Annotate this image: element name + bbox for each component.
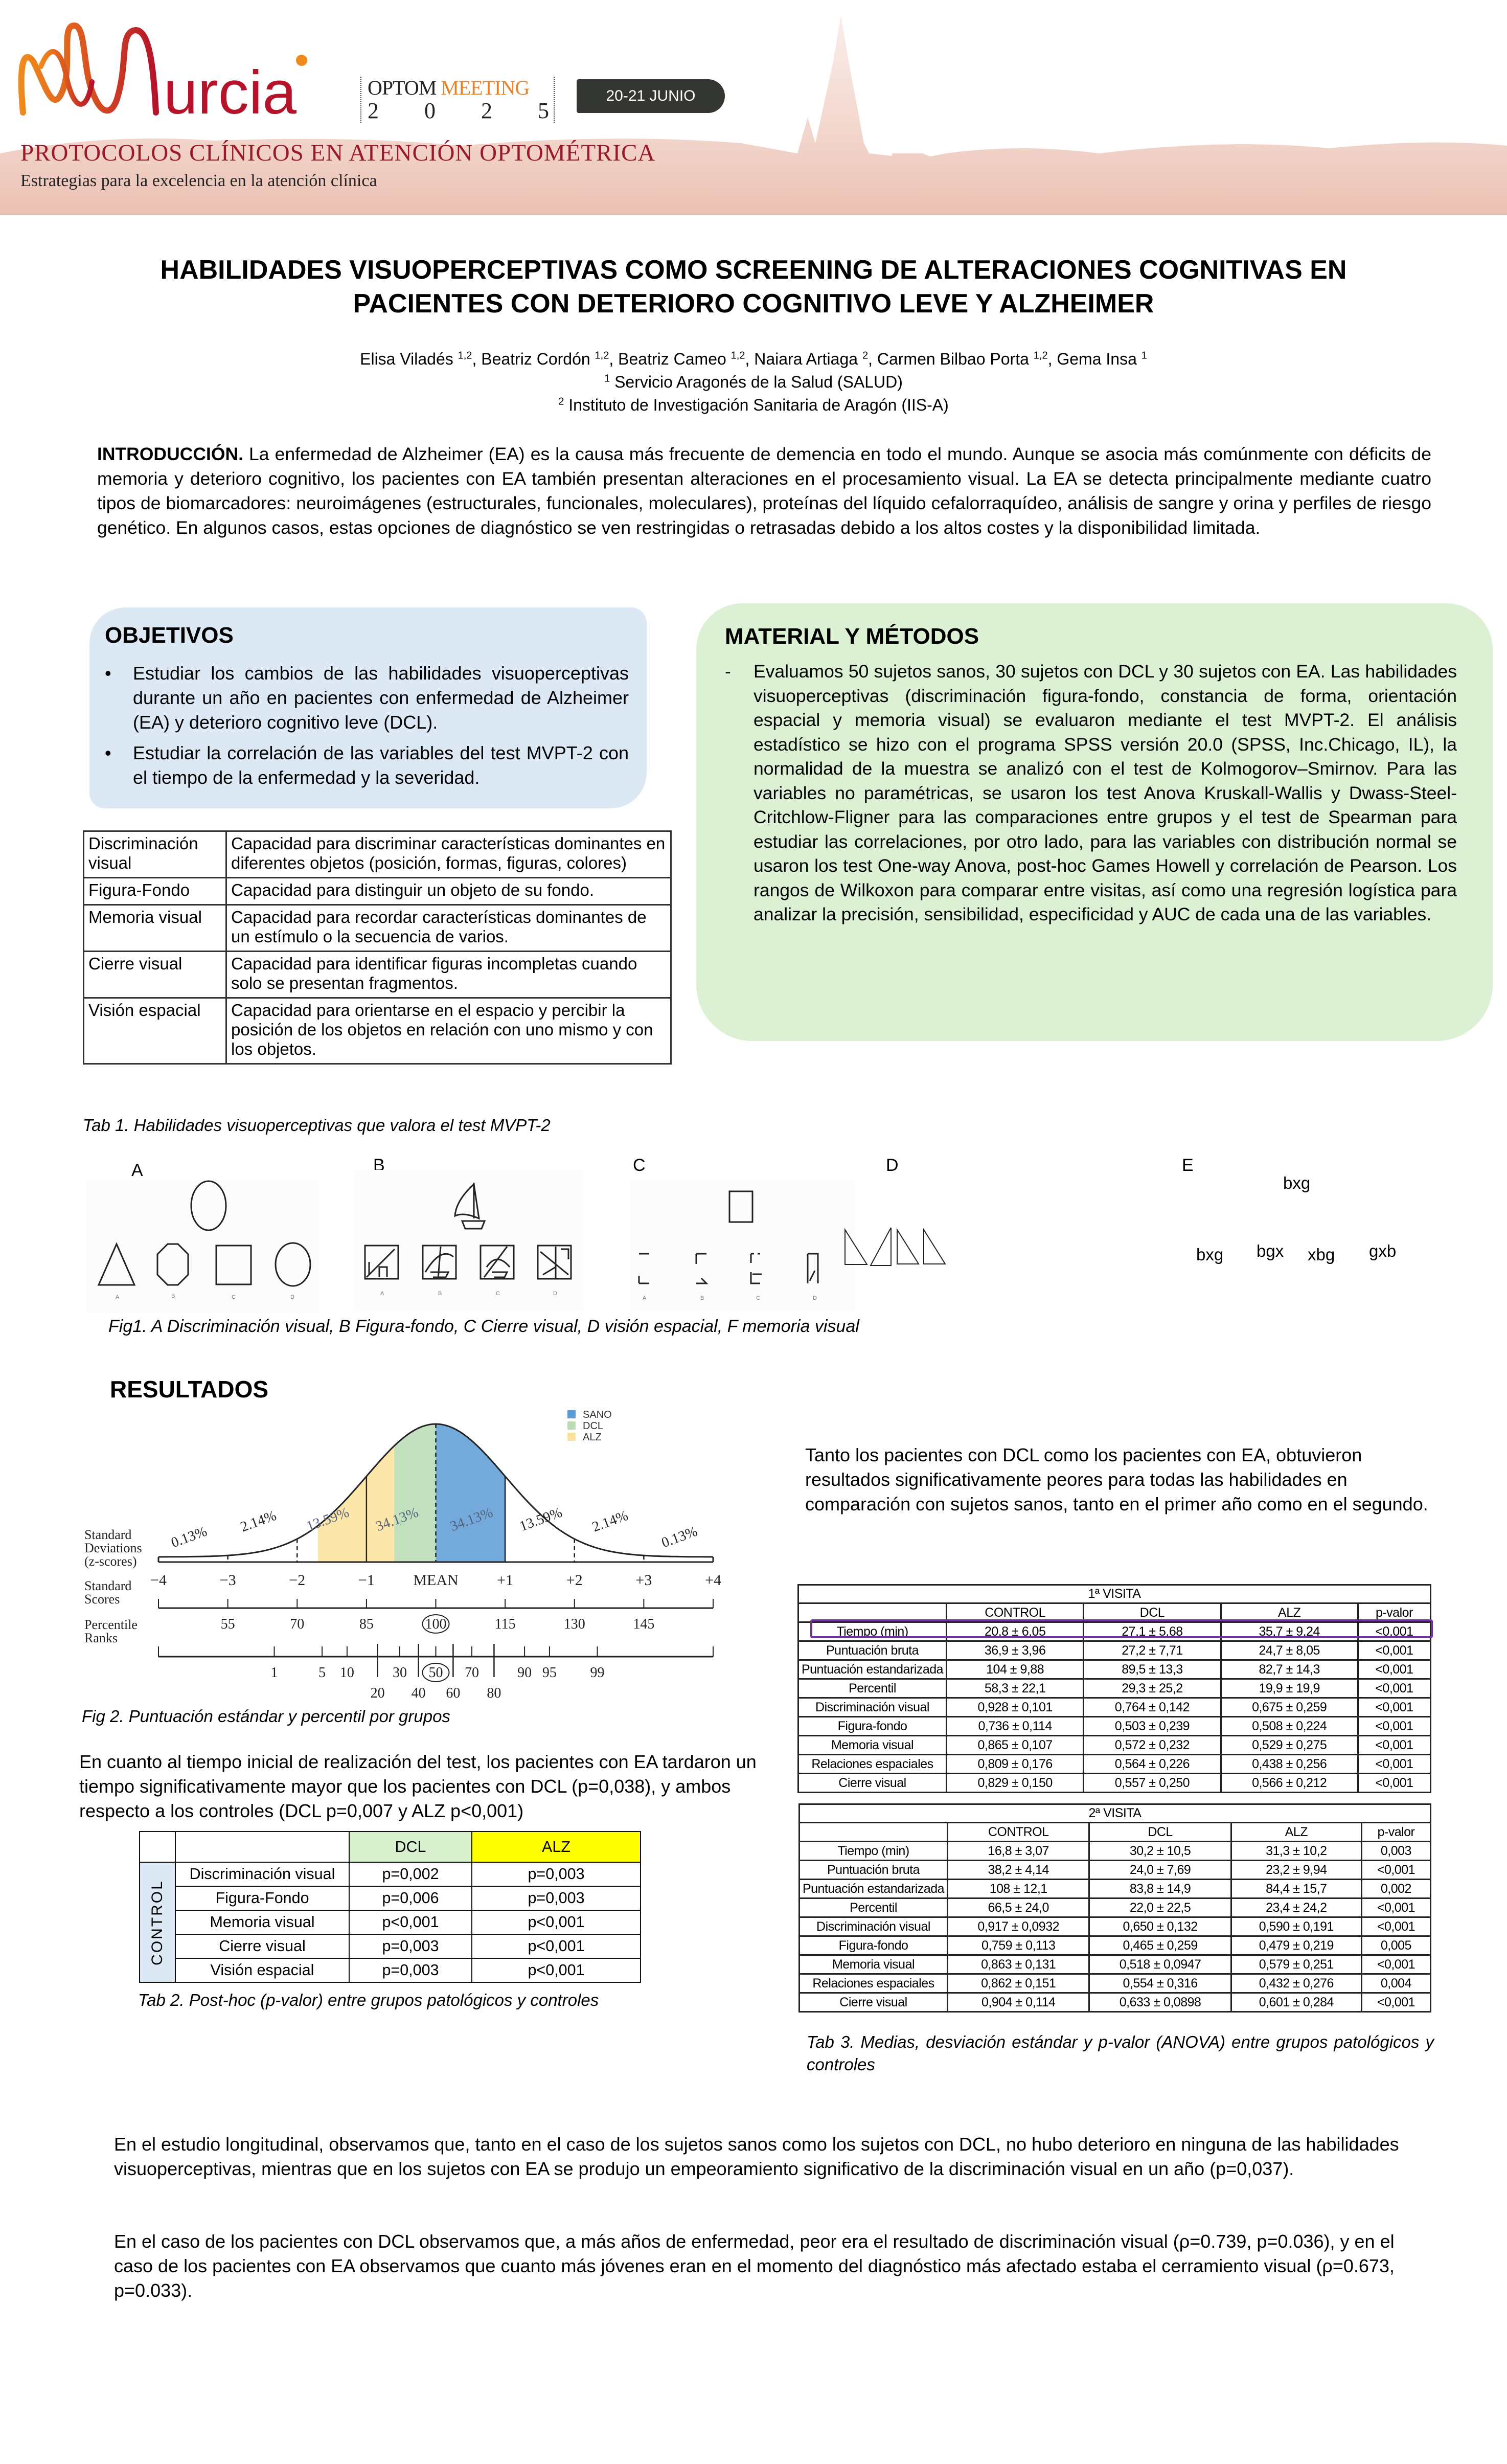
legend-label: DCL bbox=[583, 1420, 604, 1432]
table-row: Figura-Fondo p=0,006 p=0,003 bbox=[140, 1886, 641, 1910]
area-percent-label: 0.13% bbox=[659, 1523, 700, 1551]
intro-text: La enfermedad de Alzheimer (EA) es la causa más frecuente de demencia en todo el mundo. Aunque se asocia más comúnmente con déficits de memoria y deterioro cognitivo, los pacientes con EA también presentan alteraciones en el procesamiento visual. La EA se detecta principalmente mediante cuatro tipos de biomarcadores: neuroimágenes (estructurales, funcionales, moleculares), proteínas del líquido cefalorraquídeo, análisis de sangre y orina y perfiles de riesgo genético. En algunos casos, estas opciones de diagnóstico se ven restringidas o retrasadas debido a los altos costes y la disponibilidad limitada. bbox=[97, 444, 1431, 538]
percentile-label: 80 bbox=[487, 1685, 501, 1701]
date-badge: 20-21 JUNIO bbox=[577, 79, 725, 113]
table-row: Memoria visual Capacidad para recordar características dominantes de un estímulo o la secuencia de varios. bbox=[84, 905, 671, 952]
svg-text:D: D bbox=[290, 1294, 294, 1300]
octagon-icon bbox=[157, 1244, 188, 1285]
svg-text:C: C bbox=[232, 1294, 236, 1300]
percentile-label: 10 bbox=[339, 1665, 354, 1681]
standard-score-label: 85 bbox=[359, 1616, 374, 1632]
table-row: Figura-fondo 0,736 ± 0,114 0,503 ± 0,239 0,508 ± 0,224 <0,001 bbox=[798, 1717, 1431, 1736]
area-percent-label: 34.13% bbox=[373, 1504, 421, 1535]
fig2-legend bbox=[567, 1409, 612, 1443]
table-row: Visión espacial p=0,003 p<0,001 bbox=[140, 1958, 641, 1982]
percentile-label: 5 bbox=[318, 1665, 326, 1681]
z-tick-label: +2 bbox=[566, 1572, 583, 1589]
panel-a-visual-discrimination bbox=[86, 1180, 318, 1313]
shade-alz bbox=[318, 1446, 394, 1562]
option-d-embedded-figure bbox=[538, 1246, 571, 1279]
fig2-normal-distribution bbox=[79, 1396, 721, 1713]
svg-text:B: B bbox=[700, 1295, 704, 1301]
table-row: Memoria visual p<0,001 p<0,001 bbox=[140, 1910, 641, 1934]
column-header: CONTROL bbox=[948, 1823, 1089, 1842]
table-row: Puntuación estandarizada 104 ± 9,88 89,5 ± 13,3 82,7 ± 14,3 <0,001 bbox=[798, 1660, 1431, 1679]
column-header: ALZ bbox=[1231, 1823, 1361, 1842]
shade-sano bbox=[436, 1424, 506, 1562]
memory-target-letters: bxg bbox=[1283, 1173, 1311, 1192]
results-text-2: En cuanto al tiempo inicial de realización del test, los pacientes con EA tardaron un tiempo significativamente mayor que los pacientes con DCL (p=0,038), y ambos respecto a los controles (DCL p=0,007 y ALZ p<0,001) bbox=[79, 1751, 757, 1821]
fragment-option-a bbox=[639, 1254, 649, 1283]
murcia-logo bbox=[10, 15, 348, 127]
table-row: CONTROL Discriminación visual p=0,002 p=0,003 bbox=[140, 1862, 641, 1886]
target-circle-icon bbox=[191, 1181, 226, 1230]
header-dcl: DCL bbox=[349, 1832, 472, 1862]
area-percent-label: 0.13% bbox=[169, 1523, 210, 1551]
row-label-pr: Percentile bbox=[84, 1617, 138, 1632]
svg-text:B: B bbox=[438, 1291, 442, 1297]
optom-meeting-title: OPTOM MEETING bbox=[368, 76, 530, 99]
percentile-label: 60 bbox=[446, 1685, 461, 1701]
panel-letter-a: A bbox=[131, 1161, 143, 1180]
svg-text:C: C bbox=[496, 1291, 500, 1297]
z-tick-label: MEAN bbox=[413, 1572, 459, 1589]
event-year: 2 0 2 5 bbox=[368, 98, 549, 123]
row-label-ss: Scores bbox=[84, 1592, 120, 1607]
memory-option-1: bxg bbox=[1196, 1245, 1224, 1264]
svg-text:A: A bbox=[116, 1294, 120, 1300]
table-row: Percentil 66,5 ± 24,0 22,0 ± 22,5 23,4 ± 24,2 <0,001 bbox=[800, 1898, 1431, 1917]
poster-header bbox=[0, 0, 1507, 215]
row-label-sd: (z-scores) bbox=[84, 1554, 137, 1569]
table-row: Relaciones espaciales 0,862 ± 0,151 0,554 ± 0,316 0,432 ± 0,276 0,004 bbox=[800, 1974, 1431, 1993]
table-row: Cierre visual 0,829 ± 0,150 0,557 ± 0,250 0,566 ± 0,212 <0,001 bbox=[798, 1774, 1431, 1793]
memory-option-3: xbg bbox=[1308, 1245, 1335, 1264]
author-list: Elisa Viladés $^{1,2}$, Beatriz Cordón $^{1,2}$, Beatriz Cameo $^{1,2}$, Naiara Artiaga $^2$, Carmen Bilbao Porta $^{1,2}$, Gema Insa $^1$ bbox=[360, 350, 1147, 368]
table-visit-2 bbox=[798, 1803, 1431, 2013]
panel-letter-c: C bbox=[633, 1156, 646, 1175]
svg-text:C: C bbox=[756, 1295, 760, 1301]
memory-option-2: bgx bbox=[1257, 1241, 1284, 1260]
tab1-caption: Tab 1. Habilidades visuoperceptivas que valora el test MVPT-2 bbox=[83, 1116, 551, 1135]
objetivos-box bbox=[89, 607, 647, 808]
area-percent-label: 13.59% bbox=[517, 1504, 564, 1535]
table-row: Cierre visual Capacidad para identificar figuras incompletas cuando solo se presentan fragmentos. bbox=[84, 952, 671, 998]
table-row: Cierre visual p=0,003 p<0,001 bbox=[140, 1934, 641, 1958]
z-tick-label: −3 bbox=[219, 1572, 236, 1589]
legend-label: ALZ bbox=[583, 1432, 602, 1443]
resultados-title: RESULTADOS bbox=[110, 1376, 269, 1403]
row-label-sd: Deviations bbox=[84, 1541, 142, 1555]
panel-c-visual-closure bbox=[630, 1181, 855, 1312]
poster-title: HABILIDADES VISUOPERCEPTIVAS COMO SCREENING DE ALTERACIONES COGNITIVAS EN PACIENTES CON DETERIORO COGNITIVO LEVE Y ALZHEIMER bbox=[160, 255, 1347, 319]
area-percent-label: 34.13% bbox=[448, 1504, 495, 1535]
table-row: Relaciones espaciales 0,809 ± 0,176 0,564 ± 0,226 0,438 ± 0,256 <0,001 bbox=[798, 1755, 1431, 1774]
congress-subtitle: Estrategias para la excelencia en la atención clínica bbox=[20, 171, 377, 190]
percentile-label: 99 bbox=[590, 1665, 605, 1681]
tab3-caption: Tab 3. Medias, desviación estándar y p-valor (ANOVA) entre grupos patológicos y controles bbox=[807, 2032, 1434, 2074]
standard-score-label: 100 bbox=[425, 1616, 447, 1632]
svg-text:D: D bbox=[553, 1291, 557, 1297]
row-label-ss: Standard bbox=[84, 1578, 132, 1593]
row-label-pr: Ranks bbox=[84, 1631, 118, 1645]
table-header-row bbox=[140, 1832, 641, 1862]
percentile-label: 1 bbox=[270, 1665, 278, 1681]
objetivo-item: • Estudiar la correlación de las variables del test MVPT-2 con el tiempo de la enfermedad y la severidad. bbox=[105, 741, 629, 790]
target-rectangle-icon bbox=[729, 1191, 752, 1222]
logo-text: urcia bbox=[164, 58, 297, 127]
table-posthoc bbox=[139, 1831, 641, 1983]
material-title: MATERIAL Y MÉTODOS bbox=[725, 624, 979, 649]
svg-text:A: A bbox=[643, 1295, 647, 1301]
column-header: DCL bbox=[1089, 1823, 1231, 1842]
circle-icon bbox=[276, 1243, 310, 1286]
z-tick-label: +4 bbox=[705, 1572, 721, 1589]
triangle-option-3 bbox=[897, 1230, 919, 1264]
square-icon bbox=[216, 1246, 251, 1284]
sailboat-icon bbox=[455, 1183, 485, 1229]
objetivos-title: OBJETIVOS bbox=[105, 623, 234, 648]
svg-text:D: D bbox=[813, 1295, 817, 1301]
column-header: p-valor bbox=[1358, 1603, 1430, 1622]
conclusion-paragraph-2: En el caso de los pacientes con DCL observamos que, a más años de enfermedad, peor era el resultado de discriminación visual (ρ=0.739, p=0.036), y en el caso de los pacientes con EA observamos que cuanto más jóvenes eran en el momento del diagnóstico más afectado estaba el cerramiento visual (ρ=0.673, p=0.033). bbox=[114, 2231, 1395, 2301]
table-row: Visión espacial Capacidad para orientarse en el espacio y percibir la posición de los objetos en relación con uno mismo y con los objetos. bbox=[84, 998, 671, 1064]
congress-title: PROTOCOLOS CLÍNICOS EN ATENCIÓN OPTOMÉTRICA bbox=[20, 140, 656, 166]
percentile-label: 90 bbox=[517, 1665, 532, 1681]
table-header-row bbox=[800, 1823, 1431, 1842]
table-row: Puntuación bruta 38,2 ± 4,14 24,0 ± 7,69 23,2 ± 9,94 <0,001 bbox=[800, 1861, 1431, 1880]
fragment-option-c bbox=[751, 1254, 762, 1283]
percentile-label: 30 bbox=[392, 1665, 407, 1681]
authors-block bbox=[51, 348, 1456, 417]
memory-option-4: gxb bbox=[1369, 1241, 1397, 1260]
table-row: Discriminación visual 0,928 ± 0,101 0,764 ± 0,142 0,675 ± 0,259 <0,001 bbox=[798, 1698, 1431, 1717]
tab2-caption: Tab 2. Post-hoc (p-valor) entre grupos patológicos y controles bbox=[138, 1991, 599, 2009]
row-label-sd: Standard bbox=[84, 1527, 132, 1542]
panel-letter-e: E bbox=[1182, 1156, 1194, 1175]
highlight-time-row bbox=[810, 1619, 1433, 1638]
table-row: Memoria visual 0,863 ± 0,131 0,518 ± 0,0947 0,579 ± 0,251 <0,001 bbox=[800, 1955, 1431, 1974]
fig1-caption: Fig1. A Discriminación visual, B Figura-fondo, C Cierre visual, D visión espacial, F memoria visual bbox=[108, 1317, 859, 1336]
fig2-caption: Fig 2. Puntuación estándar y percentil por grupos bbox=[82, 1707, 450, 1726]
z-tick-label: −4 bbox=[150, 1572, 167, 1589]
table-title-row: 2ª VISITA bbox=[800, 1804, 1431, 1823]
table-row: Tiempo (min) 16,8 ± 3,07 30,2 ± 10,5 31,3 ± 10,2 0,003 bbox=[800, 1842, 1431, 1861]
column-header: CONTROL bbox=[947, 1603, 1084, 1622]
table-row: Percentil 58,3 ± 22,1 29,3 ± 25,2 19,9 ± 19,9 <0,001 bbox=[798, 1679, 1431, 1698]
results-text-1: Tanto los pacientes con DCL como los pacientes con EA, obtuvieron resultados significativamente peores para todas las habilidades en comparación con sujetos sanos, tanto en el primer año como en el segundo. bbox=[805, 1444, 1428, 1514]
triangle-option-2 bbox=[871, 1228, 891, 1265]
svg-text:A: A bbox=[380, 1291, 384, 1297]
panel-d-spatial-vision bbox=[838, 1227, 961, 1288]
legend-swatch-alz bbox=[567, 1433, 576, 1441]
panel-letter-b: B bbox=[373, 1156, 385, 1175]
conclusion-paragraph-1: En el estudio longitudinal, observamos que, tanto en el caso de los sujetos sanos como los sujetos con DCL, no hubo deterioro en ninguna de las habilidades visuoperceptivas, mientras que en los sujetos con EA se produjo un empeoramiento significativo de la discriminación visual en un año (p=0,037). bbox=[114, 2134, 1399, 2179]
column-header: ALZ bbox=[1221, 1603, 1358, 1622]
table-row: Figura-Fondo Capacidad para distinguir un objeto de su fondo. bbox=[84, 878, 671, 905]
affiliation-2: $^2$ Instituto de Investigación Sanitaria de Aragón (IIS-A) bbox=[558, 396, 949, 414]
table-row: Memoria visual 0,865 ± 0,107 0,572 ± 0,232 0,529 ± 0,275 <0,001 bbox=[798, 1736, 1431, 1755]
affiliation-1: $^1$ Servicio Aragonés de la Salud (SALUD) bbox=[604, 373, 903, 391]
svg-text:B: B bbox=[171, 1293, 175, 1299]
dash-bullet-icon: - bbox=[725, 661, 731, 682]
shade-dcl bbox=[394, 1424, 436, 1562]
triangle-icon bbox=[99, 1244, 134, 1285]
standard-score-label: 115 bbox=[494, 1616, 516, 1632]
standard-score-label: 55 bbox=[220, 1616, 235, 1632]
z-tick-label: −1 bbox=[358, 1572, 375, 1589]
table-row: Figura-fondo 0,759 ± 0,113 0,465 ± 0,259 0,479 ± 0,219 0,005 bbox=[800, 1936, 1431, 1955]
legend-swatch-sano bbox=[567, 1410, 576, 1418]
standard-score-label: 145 bbox=[633, 1616, 655, 1632]
table-visit-1 bbox=[797, 1584, 1431, 1793]
percentile-label: 70 bbox=[465, 1665, 480, 1681]
table-title-row: 1ª VISITA bbox=[798, 1585, 1431, 1603]
control-side-label: CONTROL bbox=[140, 1862, 175, 1982]
column-header: DCL bbox=[1084, 1603, 1221, 1622]
triangle-option-1 bbox=[845, 1230, 867, 1264]
table-row: Puntuación estandarizada 108 ± 12,1 83,8 ± 14,9 84,4 ± 15,7 0,002 bbox=[800, 1880, 1431, 1898]
table-row: Puntuación bruta 36,9 ± 3,96 27,2 ± 7,71 24,7 ± 8,05 <0,001 bbox=[798, 1641, 1431, 1660]
percentile-label: 95 bbox=[542, 1665, 557, 1681]
percentile-label: 20 bbox=[370, 1685, 385, 1701]
standard-score-label: 130 bbox=[563, 1616, 585, 1632]
legend-label: SANO bbox=[583, 1409, 612, 1420]
optom-meeting-logo bbox=[360, 77, 555, 123]
objetivo-item: • Estudiar los cambios de las habilidades visuoperceptivas durante un año en pacientes con enfermedad de Alzheimer (EA) y deterioro cognitivo leve (DCL). bbox=[105, 661, 629, 735]
percentile-label: 40 bbox=[411, 1685, 426, 1701]
material-text: - Evaluamos 50 sujetos sanos, 30 sujetos con DCL y 30 sujetos con EA. Las habilidades visuoperceptivas (discriminación figura-fondo, constancia de forma, orientación espacial y memoria visual) se evaluaron mediante el test MVPT-2. El análisis estadístico se hizo con el programa SPSS versión 20.0 (SPSS, Inc.Chicago, IL), la normalidad de la muestra se analizó con el test de Kolmogorov–Smirnov. Para las variables no paramétricas, se usaron los test Anova Kruskall-Wallis y Dwass-Steel-Critchlow-Fligner para las comparaciones entre grupos y el test de Spearman para estudiar las correlaciones, por otro lado, para las variables con distribución normal se usaron los test One-way Anova, post-hoc Games Howell y correlación de Pearson. Los rangos de Wilkoxon para comparar entre visitas, así como una regresión logística para analizar la precisión, sensibilidad, especificidad y AUC de cada una de las variables. bbox=[725, 660, 1457, 927]
percentile-label: 50 bbox=[428, 1665, 443, 1681]
area-percent-label: 2.14% bbox=[238, 1507, 279, 1535]
area-percent-label: 2.14% bbox=[590, 1507, 630, 1535]
z-tick-label: +3 bbox=[635, 1572, 652, 1589]
header-alz: ALZ bbox=[472, 1832, 641, 1862]
column-header: p-valor bbox=[1361, 1823, 1430, 1842]
table-row: Discriminación visual Capacidad para discriminar características dominantes en diferentes objetos (posición, formas, figuras, colores) bbox=[84, 831, 671, 878]
triangle-option-4 bbox=[924, 1230, 945, 1264]
table-row: Cierre visual 0,904 ± 0,114 0,633 ± 0,0898 0,601 ± 0,284 <0,001 bbox=[800, 1993, 1431, 2012]
table-skills bbox=[83, 830, 672, 1065]
standard-score-label: 70 bbox=[290, 1616, 305, 1632]
bullet-icon: • bbox=[105, 663, 111, 684]
table-row: Discriminación visual 0,917 ± 0,0932 0,650 ± 0,132 0,590 ± 0,191 <0,001 bbox=[800, 1917, 1431, 1936]
objetivos-list bbox=[105, 661, 629, 790]
panel-b-figure-ground bbox=[354, 1170, 584, 1310]
z-tick-label: +1 bbox=[497, 1572, 514, 1589]
z-tick-label: −2 bbox=[289, 1572, 306, 1589]
panel-letter-d: D bbox=[886, 1156, 899, 1175]
fragment-option-d bbox=[808, 1254, 818, 1283]
material-metodos-box bbox=[696, 603, 1493, 1041]
legend-swatch-dcl bbox=[567, 1421, 576, 1430]
bullet-icon: • bbox=[105, 742, 111, 763]
option-c-embedded-figure bbox=[481, 1246, 514, 1279]
fragment-option-b bbox=[696, 1254, 706, 1283]
introduction bbox=[97, 442, 1431, 540]
area-percent-label: 13.59% bbox=[304, 1504, 352, 1535]
table-row: Tiempo (min) 20,8 ± 6,05 27,1 ± 5,68 35,7 ± 9,24 <0,001 bbox=[798, 1622, 1431, 1641]
intro-heading: INTRODUCCIÓN. bbox=[97, 444, 243, 464]
